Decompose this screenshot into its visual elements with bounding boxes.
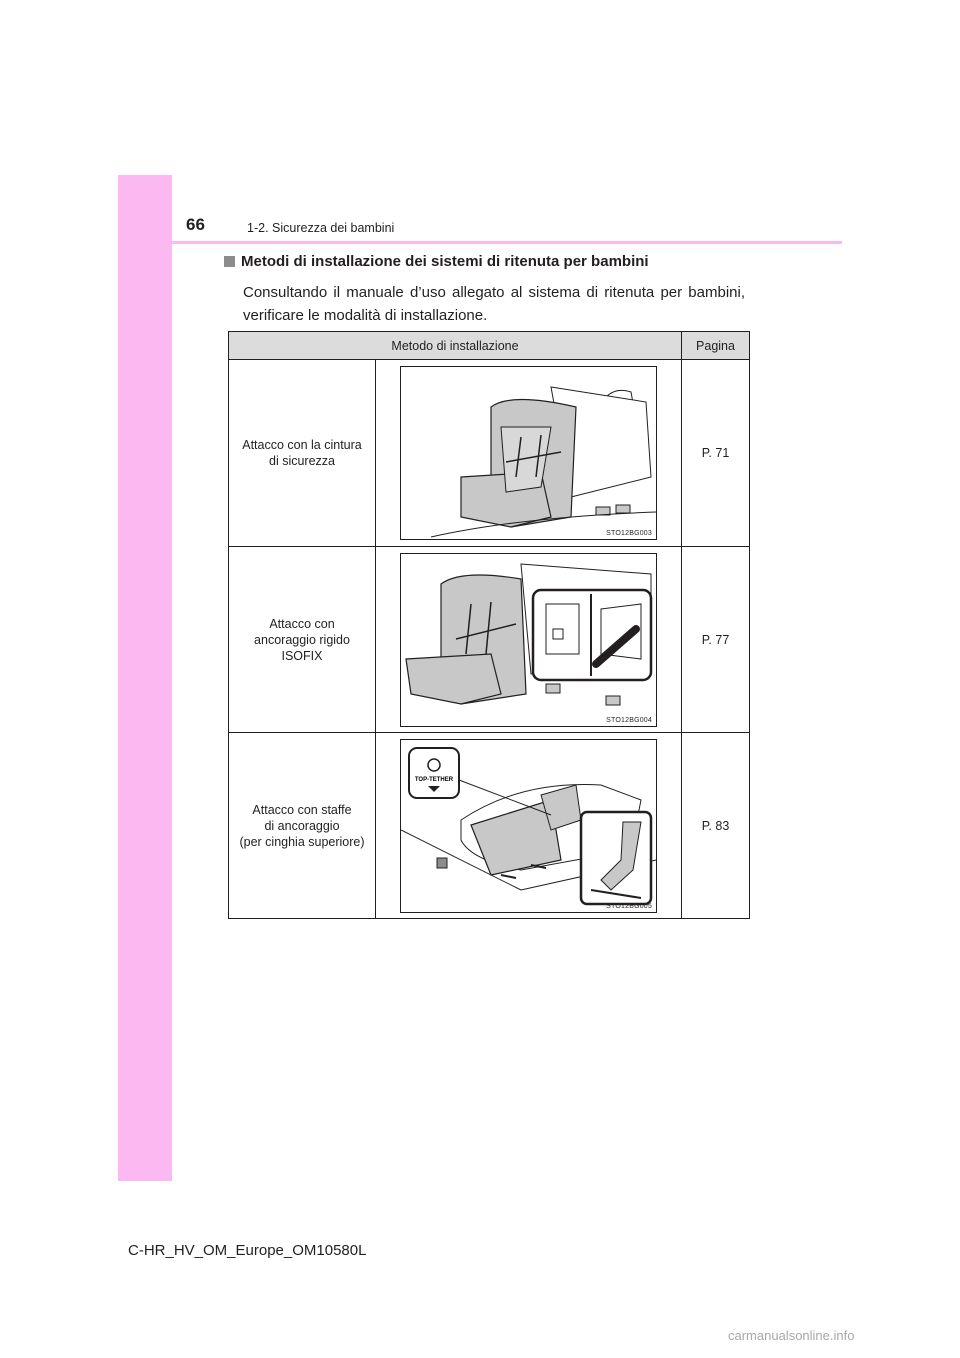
- subheading: [224, 253, 649, 270]
- page-number: 66: [186, 215, 205, 234]
- page-ref-cell: P. 83: [682, 733, 750, 919]
- image-code: STO12BG003: [606, 530, 652, 537]
- seatbelt-child-seat-illustration: [400, 366, 657, 540]
- column-header-method: Metodo di installazione: [229, 332, 682, 360]
- method-cell: [229, 733, 376, 919]
- illustration-cell: [376, 360, 682, 547]
- top-tether-drawing: [401, 740, 656, 912]
- method-line: di ancoraggio: [264, 818, 340, 833]
- illustration-cell: [376, 547, 682, 733]
- method-line: di sicurezza: [269, 454, 335, 468]
- header-rule: [118, 241, 842, 244]
- method-line: ancoraggio rigido: [254, 632, 350, 647]
- isofix-seat-drawing: [401, 554, 656, 726]
- watermark: carmanualsonline.info: [728, 1328, 855, 1343]
- illustration-cell: [376, 733, 682, 919]
- method-cell: [229, 547, 376, 733]
- method-line: (per cinghia superiore): [239, 834, 365, 849]
- method-line: Attacco con: [269, 616, 335, 631]
- method-line: Attacco con staffe: [252, 802, 352, 817]
- side-tab-band: [118, 175, 172, 1181]
- method-cell: [229, 360, 376, 547]
- seatbelt-seat-drawing: [401, 367, 656, 539]
- column-header-page: Pagina: [682, 332, 750, 360]
- body-paragraph: Consultando il manuale d’uso allegato al sistema di ritenuta per bambini, verificare le modalità di installazione.: [243, 284, 745, 324]
- top-tether-illustration: [400, 739, 657, 913]
- table-row: [229, 360, 750, 547]
- image-code: STO12BG005: [606, 902, 652, 910]
- subheading-text: Metodi di installazione dei sistemi di ritenuta per bambini: [241, 253, 649, 270]
- installation-table: [228, 331, 750, 919]
- method-line: ISOFIX: [281, 648, 323, 663]
- table-row: [229, 547, 750, 733]
- table-header-row: [229, 332, 750, 360]
- document-id: C-HR_HV_OM_Europe_OM10580L: [128, 1242, 367, 1259]
- top-tether-label: TOP-TETHER: [414, 776, 454, 783]
- section-title: 1-2. Sicurezza dei bambini: [247, 221, 395, 235]
- image-code: STO12BG004: [606, 716, 652, 724]
- page-ref-cell: P. 77: [682, 547, 750, 733]
- page-ref-cell: P. 71: [682, 360, 750, 547]
- bullet-square-icon: [224, 256, 235, 267]
- table-row: [229, 733, 750, 919]
- isofix-child-seat-illustration: [400, 553, 657, 727]
- method-line: Attacco con la cintura: [242, 438, 362, 452]
